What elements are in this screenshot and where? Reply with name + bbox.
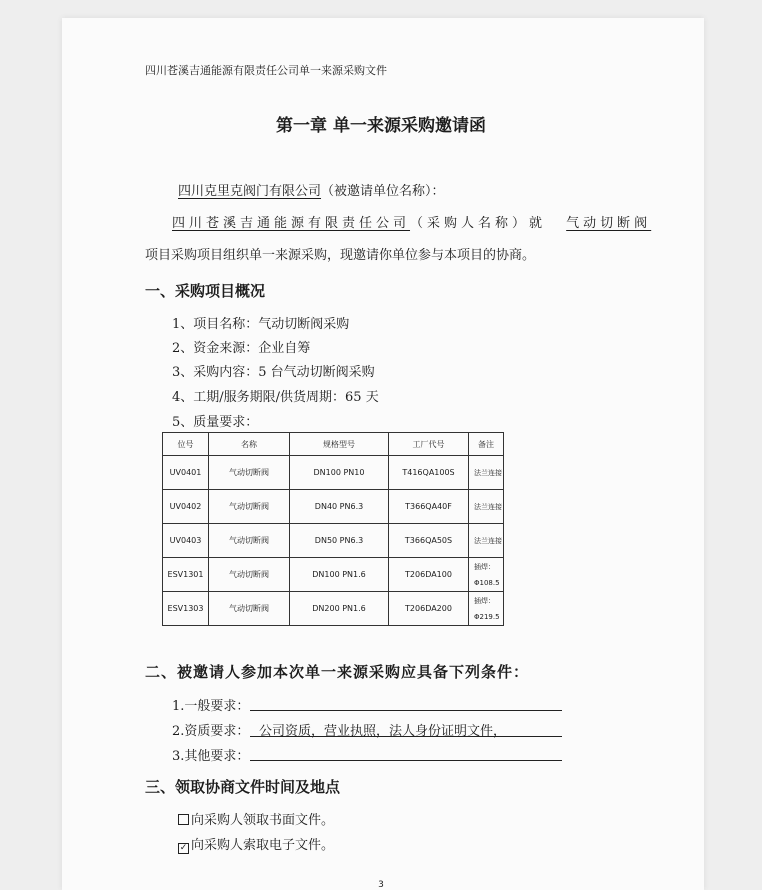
document-header: 四川苍溪吉通能源有限责任公司单一来源采购文件	[145, 64, 387, 77]
cell: 法兰连接	[469, 524, 504, 558]
col-header: 工厂代号	[389, 433, 469, 456]
cell: 气动切断阀	[209, 490, 290, 524]
table-row	[163, 592, 504, 626]
chapter-title: 第一章 单一来源采购邀请函	[276, 116, 486, 136]
table-row	[163, 456, 504, 490]
table-row	[163, 490, 504, 524]
cell: T206DA100	[389, 558, 469, 592]
req3-label: 3.其他要求：	[172, 749, 250, 764]
page-number: 3	[378, 880, 384, 890]
req1-label: 1.一般要求：	[172, 699, 250, 714]
col-header: 位号	[163, 433, 209, 456]
cell: ESV1301	[163, 558, 209, 592]
overview-item: 3、采购内容：5 台气动切断阀采购	[172, 365, 375, 380]
option-electronic-file[interactable]	[178, 834, 334, 854]
section2-title: 二、被邀请人参加本次单一来源采购应具备下列条件：	[145, 663, 530, 681]
cell: T366QA50S	[389, 524, 469, 558]
col-header: 规格型号	[290, 433, 389, 456]
option-paper-file[interactable]	[178, 809, 334, 828]
cell: 气动切断阀	[209, 558, 290, 592]
overview-item: 4、工期/服务期限/供货周期：65 天	[172, 390, 379, 405]
cell: DN40 PN6.3	[290, 490, 389, 524]
req3-blank	[250, 760, 562, 761]
cell: 法兰连接	[469, 490, 504, 524]
project-name: 气动切断阀	[566, 216, 652, 231]
cell: T416QA100S	[389, 456, 469, 490]
intro-line-2: 项目采购项目组织单一来源采购，现邀请你单位参与本项目的协商。	[145, 248, 536, 263]
cell: 气动切断阀	[209, 524, 290, 558]
overview-item: 1、项目名称：气动切断阀采购	[172, 317, 350, 332]
cell: DN50 PN6.3	[290, 524, 389, 558]
cell: UV0401	[163, 456, 209, 490]
cell: T366QA40F	[389, 490, 469, 524]
cell: UV0403	[163, 524, 209, 558]
cell: ESV1303	[163, 592, 209, 626]
cell: DN100 PN10	[290, 456, 389, 490]
cell: DN200 PN1.6	[290, 592, 389, 626]
table-header-row	[163, 433, 504, 456]
invitee-name: 四川克里克阀门有限公司	[178, 184, 322, 199]
overview-item: 2、资金来源：企业自筹	[172, 341, 311, 356]
cell: 气动切断阀	[209, 456, 290, 490]
intro-line-1	[172, 212, 655, 231]
req2-underline	[250, 736, 562, 737]
col-header: 名称	[209, 433, 290, 456]
cell: DN100 PN1.6	[290, 558, 389, 592]
req1-blank	[250, 710, 562, 711]
table-row	[163, 524, 504, 558]
option-paper-label: 向采购人领取书面文件。	[191, 813, 335, 828]
invitee-line	[178, 180, 445, 199]
cell: T206DA200	[389, 592, 469, 626]
req2-label: 2.资质要求：	[172, 724, 250, 739]
req2-value: 公司资质，营业执照，法人身份证明文件，	[259, 724, 507, 739]
cell: 气动切断阀	[209, 592, 290, 626]
option-electronic-label: 向采购人索取电子文件。	[191, 838, 335, 853]
cell: 插焊：Φ219.5	[469, 592, 504, 626]
cell: 插焊：Φ108.5	[469, 558, 504, 592]
checkbox-unchecked-icon[interactable]	[178, 814, 189, 825]
checkbox-checked-icon[interactable]: ✓	[179, 843, 188, 853]
section3-title: 三、领取协商文件时间及地点	[145, 778, 341, 796]
purchaser-suffix: （采购人名称）就	[410, 216, 547, 231]
purchaser-name: 四川苍溪吉通能源有限责任公司	[172, 216, 411, 231]
quality-table	[162, 432, 504, 626]
col-header: 备注	[469, 433, 504, 456]
overview-item: 5、质量要求：	[172, 415, 259, 430]
section1-title: 一、采购项目概况	[145, 282, 266, 300]
invitee-suffix: （被邀请单位名称）：	[321, 184, 445, 199]
table-row	[163, 558, 504, 592]
cell: UV0402	[163, 490, 209, 524]
cell: 法兰连接	[469, 456, 504, 490]
